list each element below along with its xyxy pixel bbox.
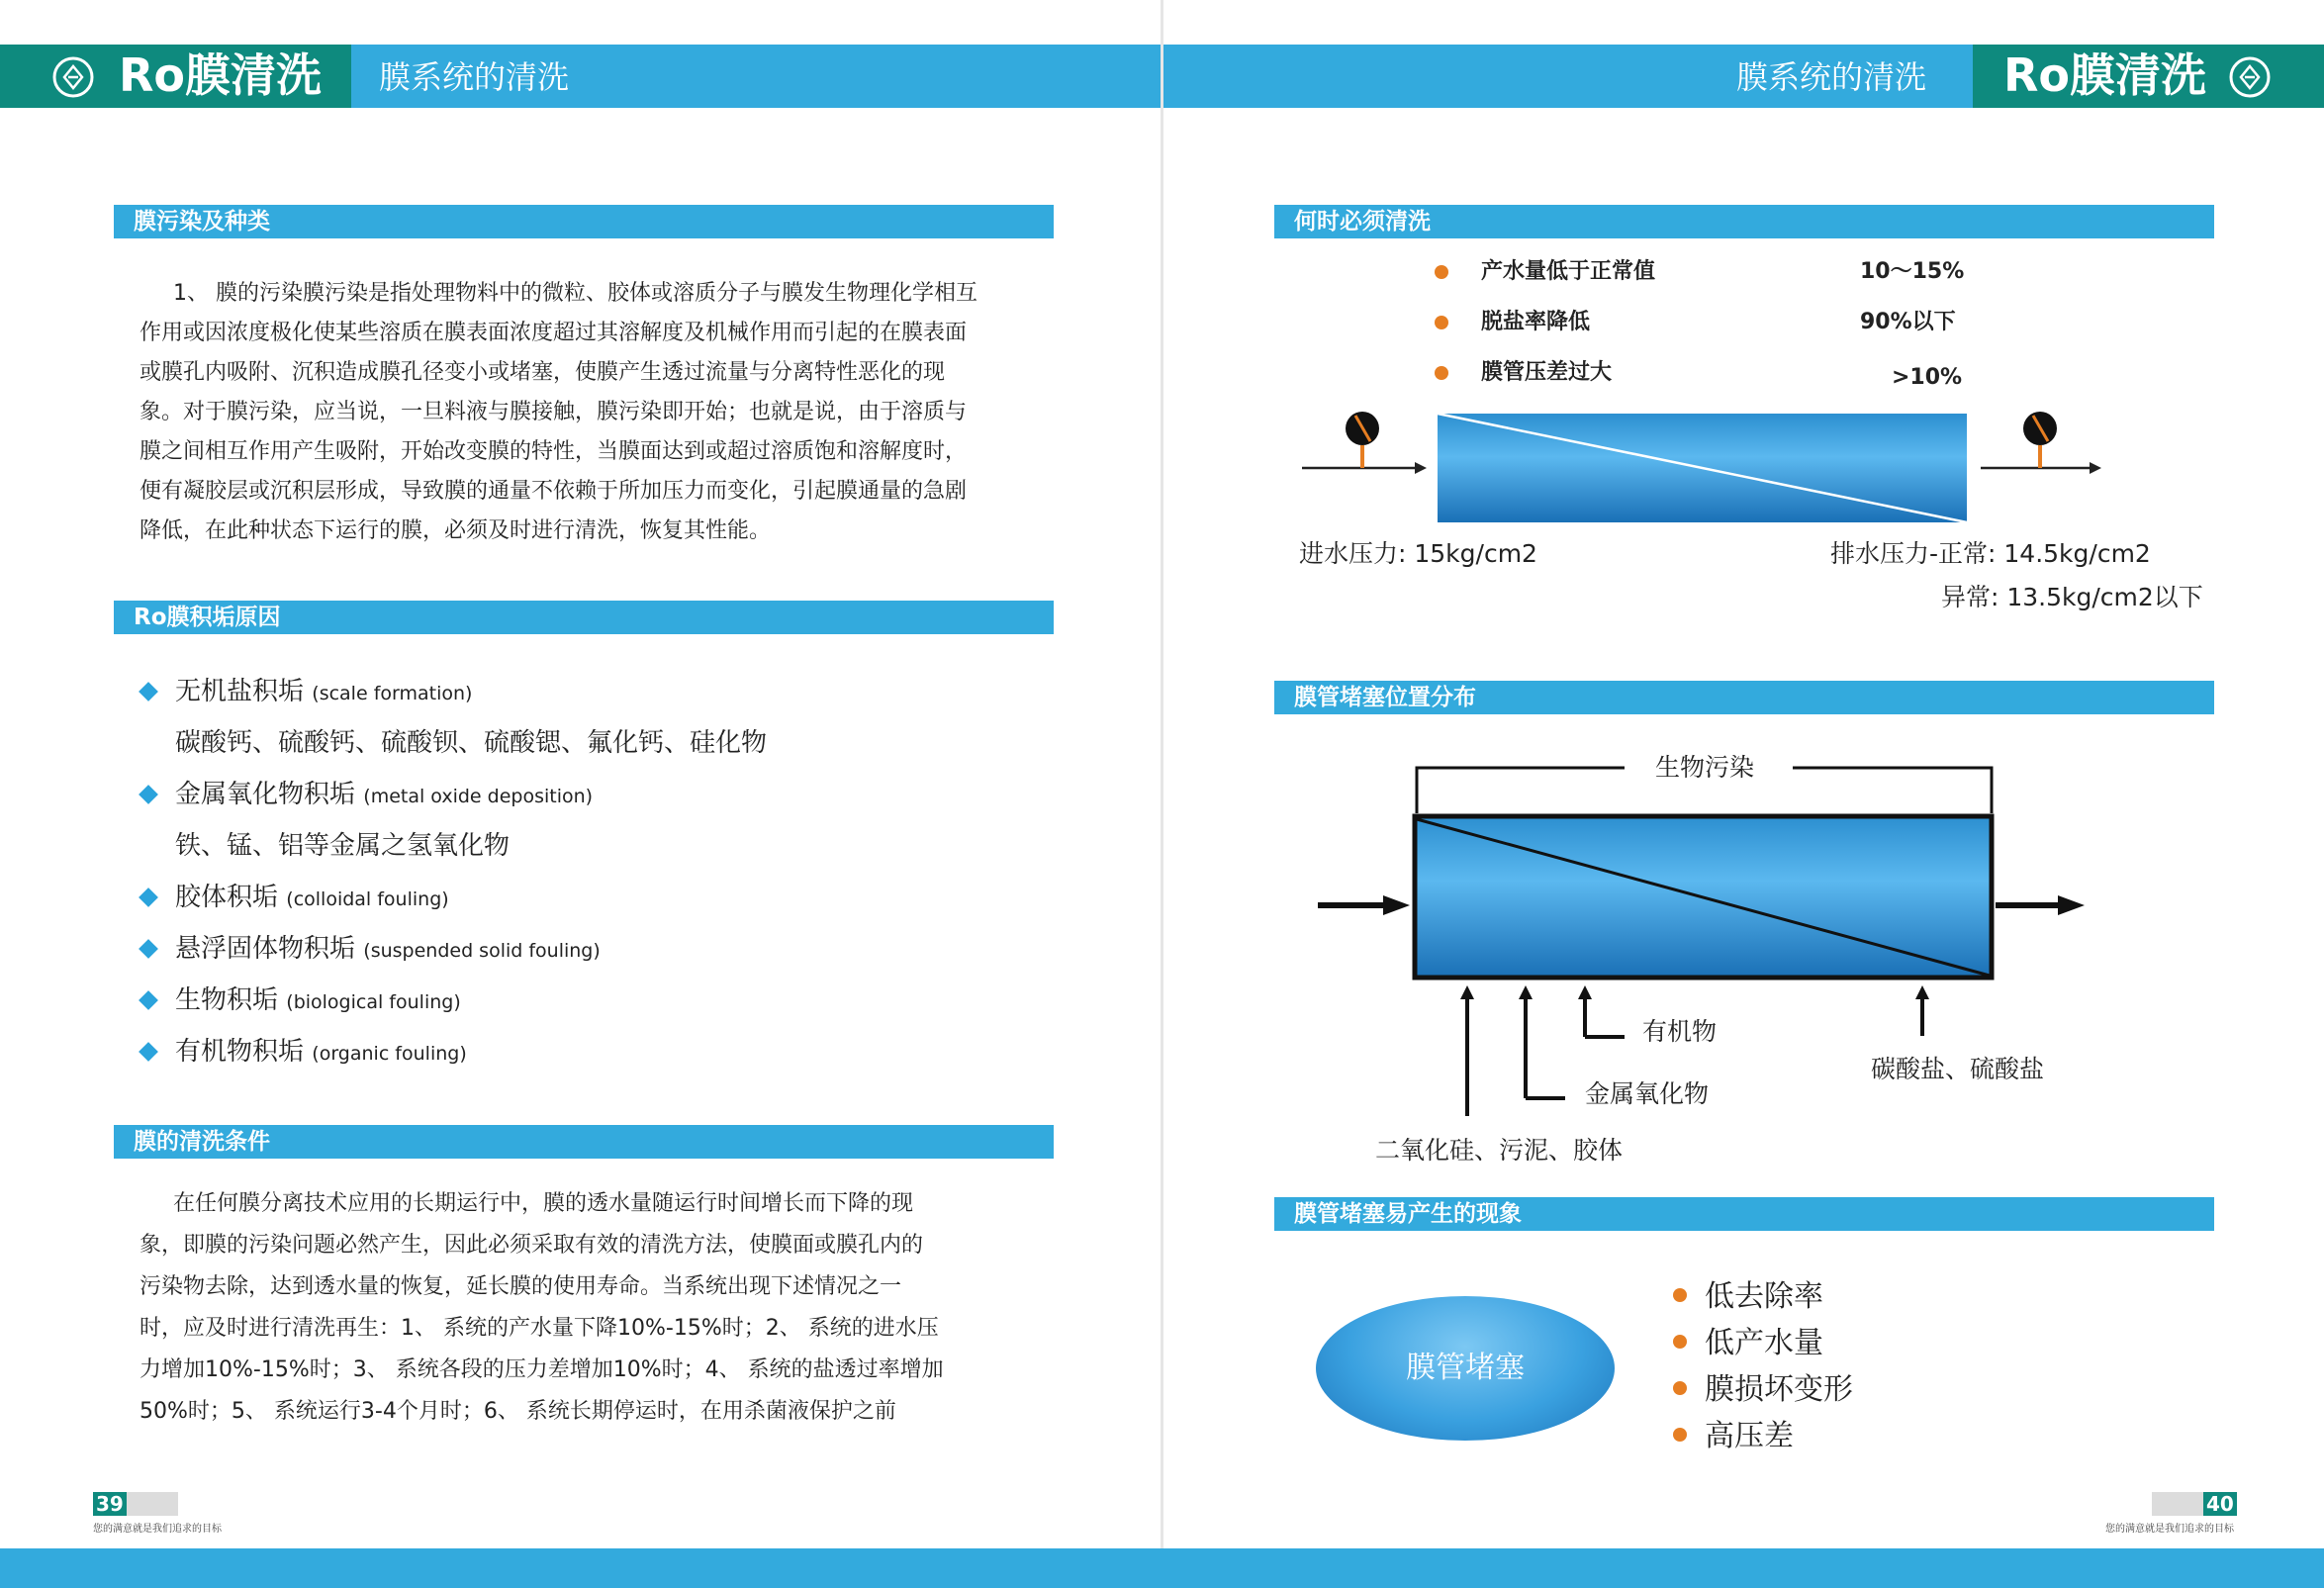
- fouling-type-item: 有机物积垢 (organic fouling): [175, 1037, 467, 1067]
- bullet-dot-icon: [1673, 1335, 1687, 1349]
- symptom-item: 膜损坏变形: [1705, 1372, 1853, 1407]
- left-section3-line: 时，应及时进行清洗再生：1、 系统的产水量下降10%-15%时；2、 系统的进水压: [139, 1316, 939, 1341]
- fouling-type-subitem: 碳酸钙、硫酸钙、硫酸钡、硫酸锶、氟化钙、硅化物: [175, 728, 768, 758]
- bullet-diamond-icon: [139, 939, 158, 959]
- condition-value: 90%以下: [1860, 310, 1956, 334]
- condition-value: >10%: [1892, 365, 1963, 390]
- left-section3-line: 力增加10%-15%时；3、 系统各段的压力差增加10%时；4、 系统的盐透过率增加: [139, 1357, 944, 1382]
- right-header-subtitle: 膜系统的清洗: [1736, 58, 1927, 96]
- bullet-diamond-icon: [139, 887, 158, 907]
- symptom-item: 高压差: [1705, 1419, 1794, 1453]
- inlet-pressure-label: 进水压力: 15kg/cm2: [1299, 539, 1537, 568]
- membrane-blockage-label: 膜管堵塞: [1406, 1351, 1525, 1385]
- left-section3-line: 象，即膜的污染问题必然产生，因此必须采取有效的清洗方法，使膜面或膜孔内的: [139, 1233, 924, 1258]
- left-section1-line: 1、 膜的污染膜污染是指处理物料中的微粒、胶体或溶质分子与膜发生物理化学相互: [173, 281, 977, 306]
- bullet-dot-icon: [1673, 1428, 1687, 1442]
- metal-oxide-label: 金属氧化物: [1585, 1079, 1710, 1108]
- left-footer-tagline: 您的满意就是我们追求的目标: [93, 1524, 222, 1535]
- carbonate-sulfate-label: 碳酸盐、硫酸盐: [1871, 1055, 2045, 1083]
- bullet-dot-icon: [1435, 316, 1448, 329]
- left-section1-line: 便有凝胶层或沉积层形成，导致膜的通量不依赖于所加压力而变化，引起膜通量的急剧: [139, 479, 968, 504]
- logo-icon: [2228, 55, 2272, 99]
- right-header-title: Ro膜清洗: [2003, 48, 2207, 102]
- left-section1-title: 膜污染及种类: [134, 209, 270, 234]
- footer-bar: [0, 1548, 2324, 1588]
- left-section1-line: 作用或因浓度极化使某些溶质在膜表面浓度超过其溶解度及机械作用而引起的在膜表面: [139, 321, 968, 345]
- bullet-diamond-icon: [139, 990, 158, 1010]
- silica-sludge-colloid-label: 二氧化硅、污泥、胶体: [1375, 1136, 1624, 1165]
- right-footer-tagline: 您的满意就是我们追求的目标: [2105, 1524, 2234, 1535]
- left-section2-title: Ro膜积垢原因: [134, 605, 281, 630]
- bullet-diamond-icon: [139, 785, 158, 804]
- outlet-pressure-abnormal: 异常: 13.5kg/cm2以下: [1941, 583, 2203, 611]
- symptom-item: 低去除率: [1705, 1279, 1823, 1314]
- right-section3-title: 膜管堵塞易产生的现象: [1294, 1201, 1522, 1227]
- fouling-type-subitem: 铁、锰、铝等金属之氢氧化物: [175, 831, 511, 861]
- bullet-dot-icon: [1673, 1288, 1687, 1302]
- left-section1-line: 膜之间相互作用产生吸附，开始改变膜的特性，当膜面达到或超过溶质饱和溶解度时，: [139, 439, 968, 464]
- fouling-type-item: 生物积垢 (biological fouling): [175, 985, 461, 1015]
- left-section1-line: 降低，在此种状态下运行的膜，必须及时进行清洗，恢复其性能。: [139, 518, 772, 543]
- organic-label: 有机物: [1642, 1017, 1718, 1046]
- left-section3-line: 在任何膜分离技术应用的长期运行中，膜的透水量随运行时间增长而下降的现: [173, 1191, 914, 1216]
- bullet-dot-icon: [1435, 366, 1448, 380]
- condition-label: 膜管压差过大: [1481, 360, 1613, 385]
- pressure-tube-diagram: [1286, 396, 2127, 534]
- bullet-dot-icon: [1673, 1381, 1687, 1395]
- left-header-subtitle: 膜系统的清洗: [379, 58, 570, 96]
- fouling-type-item: 胶体积垢 (colloidal fouling): [175, 883, 449, 912]
- fouling-type-item: 无机盐积垢 (scale formation): [175, 677, 473, 706]
- left-page-number: 39: [96, 1492, 124, 1516]
- bio-fouling-label: 生物污染: [1655, 753, 1755, 782]
- right-page-number: 40: [2206, 1492, 2234, 1516]
- fouling-type-item: 悬浮固体物积垢 (suspended solid fouling): [175, 934, 601, 964]
- left-section1-line: 象。对于膜污染，应当说，一旦料液与膜接触，膜污染即开始；也就是说，由于溶质与: [139, 400, 968, 424]
- left-section3-line: 50%时；5、 系统运行3-4个月时；6、 系统长期停运时，在用杀菌液保护之前: [139, 1399, 896, 1424]
- bullet-dot-icon: [1435, 265, 1448, 279]
- right-section1-title: 何时必须清洗: [1294, 209, 1431, 234]
- condition-label: 脱盐率降低: [1481, 310, 1591, 334]
- right-section2-title: 膜管堵塞位置分布: [1294, 685, 1476, 710]
- left-header-title: Ro膜清洗: [119, 48, 323, 102]
- left-section3-title: 膜的清洗条件: [134, 1129, 270, 1155]
- left-section3-line: 污染物去除，达到透水量的恢复，延长膜的使用寿命。当系统出现下述情况之一: [139, 1274, 902, 1299]
- fouling-type-item: 金属氧化物积垢 (metal oxide deposition): [175, 780, 594, 809]
- logo-icon: [51, 55, 95, 99]
- bullet-diamond-icon: [139, 1042, 158, 1062]
- bullet-diamond-icon: [139, 682, 158, 701]
- outlet-pressure-normal: 排水压力-正常: 14.5kg/cm2: [1830, 539, 2151, 568]
- condition-label: 产水量低于正常值: [1481, 259, 1656, 284]
- left-section1-line: 或膜孔内吸附、沉积造成膜孔径变小或堵塞，使膜产生透过流量与分离特性恶化的现: [139, 360, 946, 385]
- page-spine: [1161, 0, 1163, 1588]
- condition-value: 10～15%: [1860, 259, 1965, 284]
- symptom-item: 低产水量: [1705, 1326, 1823, 1360]
